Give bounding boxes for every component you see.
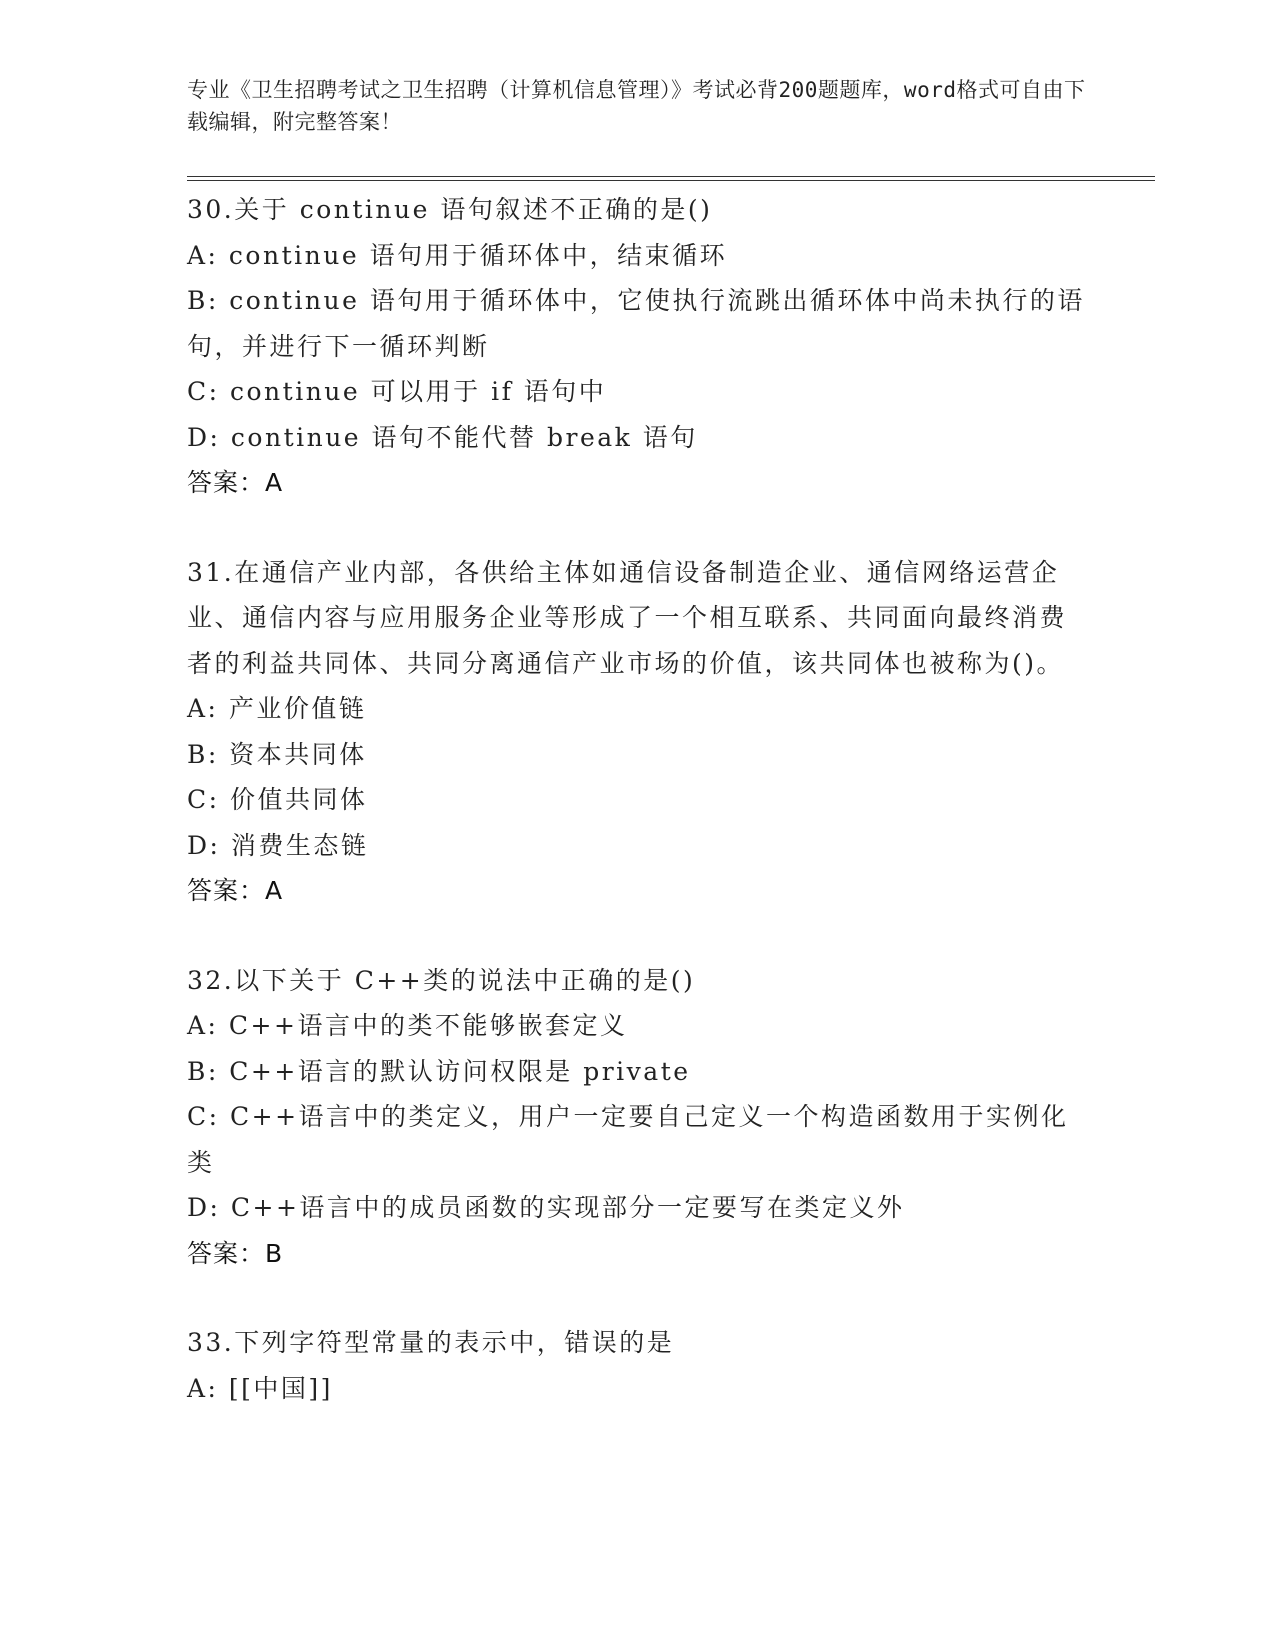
question-list [187,187,1087,1455]
question-stem: 32.以下关于 C++类的说法中正确的是() [187,965,696,995]
question-stem: 33.下列字符型常量的表示中，错误的是 [187,1328,675,1357]
option-d: D: C++语言中的成员函数的实现部分一定要写在类定义外 [187,1193,905,1222]
answer-label: 答案：A [187,468,284,497]
answer-label: 答案：B [187,1238,284,1268]
header-text: 专业《卫生招聘考试之卫生招聘（计算机信息管理）》考试必背200题题库，word格式可自由下载编辑，附完整答案！ [187,78,1086,134]
question-stem: 31.在通信产业内部，各供给主体如通信设备制造企业、通信网络运营企业、通信内容与应用服务企业等形成了一个相互联系、共同面向最终消费者的利益共同体、共同分离通信产业市场的价值，该共同体也被称为()。 [187,557,1068,678]
option-c: C: 价值共同体 [187,785,368,814]
option-c: C: C++语言中的类定义，用户一定要自己定义一个构造函数用于实例化类 [187,1102,1069,1177]
option-b: B: C++语言的默认访问权限是 private [187,1056,691,1086]
option-c: C: continue 可以用于 if 语句中 [187,377,607,406]
option-b: B: 资本共同体 [187,739,367,769]
question-31 [187,550,1087,914]
option-d: D: continue 语句不能代替 break 语句 [187,422,698,452]
option-d: D: 消费生态链 [187,830,369,860]
document-header [187,74,1087,138]
question-33 [187,1320,1087,1411]
option-b: B: continue 语句用于循环体中，它使执行流跳出循环体中尚未执行的语句，并进行下一循环判断 [187,286,1085,361]
option-a: A: 产业价值链 [187,694,367,723]
option-a: A: continue 语句用于循环体中，结束循环 [187,240,728,270]
question-32 [187,958,1087,1277]
option-a: A: C++语言中的类不能够嵌套定义 [187,1011,628,1040]
answer-label: 答案：A [187,876,284,905]
question-30 [187,187,1087,506]
option-a: A: [[中国]] [187,1373,333,1403]
question-stem: 30.关于 continue 语句叙述不正确的是() [187,195,713,224]
header-divider [187,176,1155,181]
